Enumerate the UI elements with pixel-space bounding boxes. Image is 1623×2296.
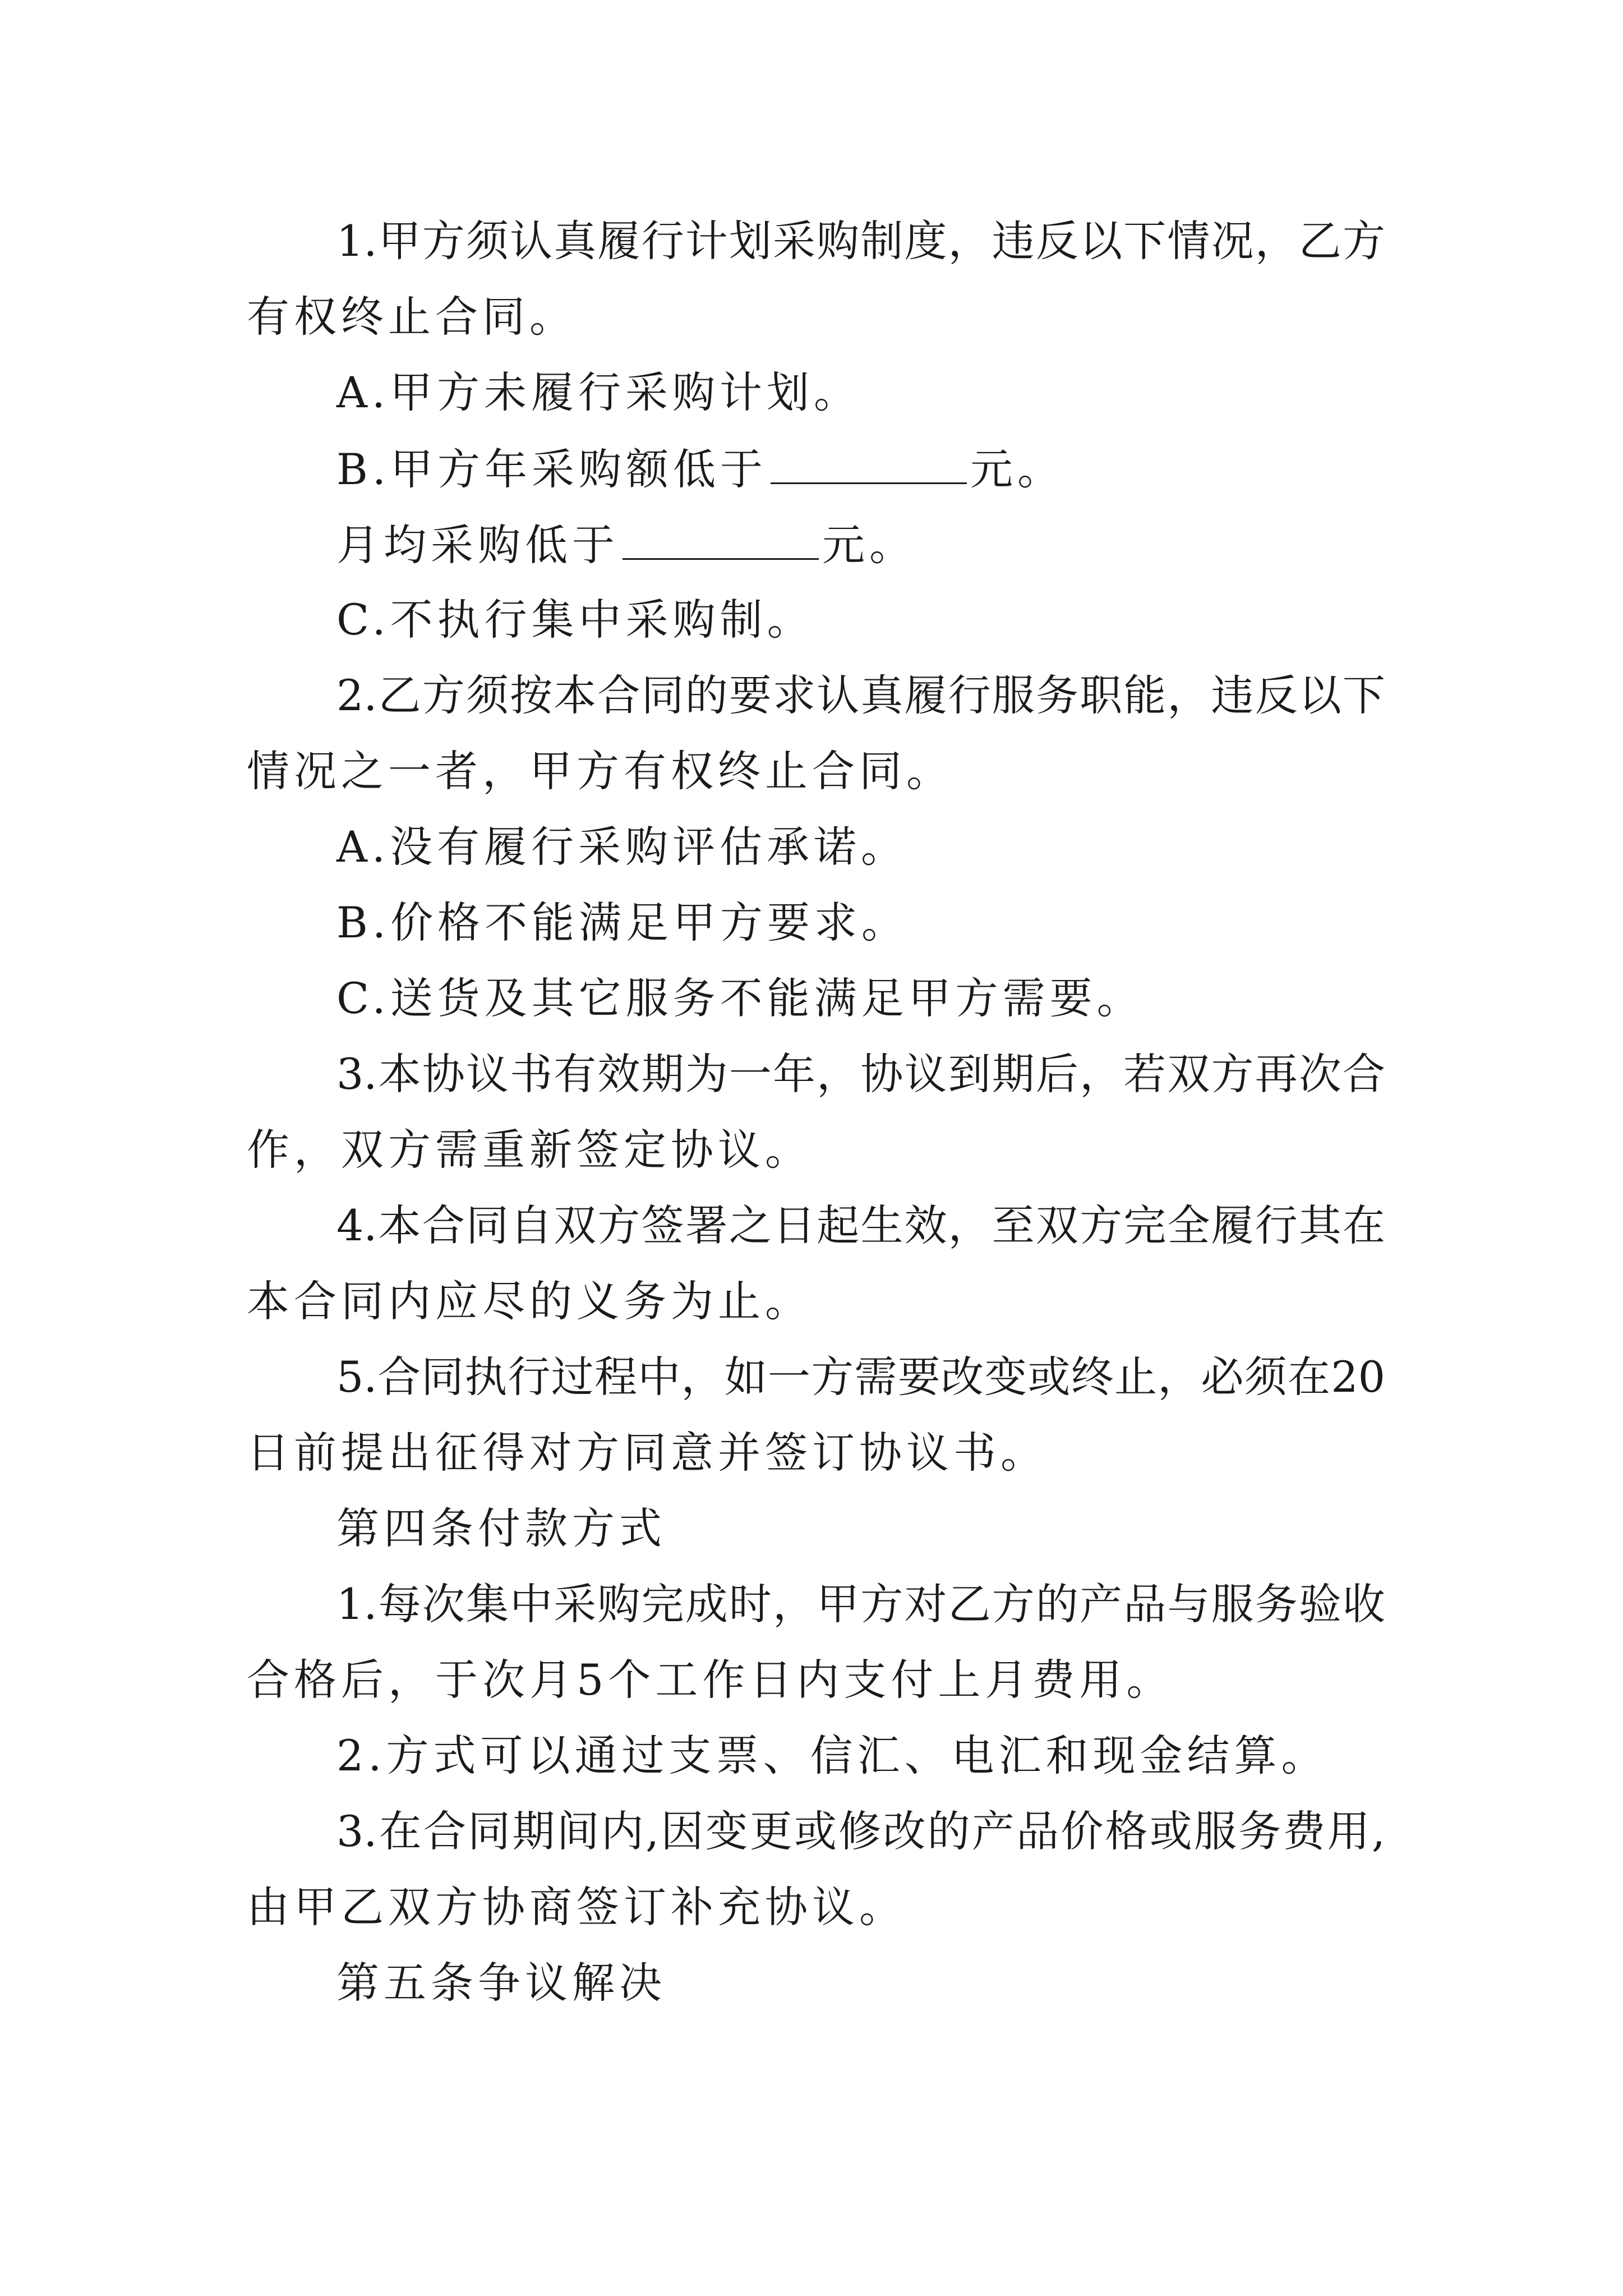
section-heading: 第四条付款方式 (336, 1503, 666, 1553)
fill-in-blank (623, 513, 819, 560)
paragraph-line: C.送货及其它服务不能满足甲方需要。 (336, 973, 1144, 1023)
paragraph-line: 有权终止合同。 (247, 292, 577, 342)
paragraph-line: A.没有履行采购评估承诺。 (336, 822, 909, 872)
paragraph-line: 本合同内应尽的义务为止。 (247, 1276, 812, 1326)
paragraph-text: B.甲方年采购额低于 (336, 444, 768, 494)
paragraph-line: 合格后，于次月5个工作日内支付上月费用。 (247, 1655, 1174, 1705)
paragraph-line: 1.甲方须认真履行计划采购制度，违反以下情况，乙方 (336, 216, 1385, 266)
paragraph-line: 2.乙方须按本合同的要求认真履行服务职能，违反以下 (336, 670, 1385, 720)
paragraph-line: 作，双方需重新签定协议。 (247, 1125, 812, 1175)
paragraph-line: 由甲乙双方协商签订补充协议。 (247, 1882, 906, 1932)
paragraph-text: 月均采购低于 (336, 520, 619, 570)
fill-in-blank (771, 438, 967, 484)
paragraph-line: 1.每次集中采购完成时，甲方对乙方的产品与服务验收 (336, 1579, 1385, 1629)
paragraph-line: A.甲方未履行采购计划。 (336, 367, 861, 417)
paragraph-line: 3.在合同期间内,因变更或修改的产品价格或服务费用, (336, 1806, 1385, 1856)
paragraph-line-with-blank (336, 438, 1064, 500)
paragraph-line: 2.方式可以通过支票、信汇、电汇和现金结算。 (336, 1731, 1329, 1780)
paragraph-line: 3.本协议书有效期为一年，协议到期后，若双方再次合 (336, 1049, 1385, 1099)
paragraph-line: 5.合同执行过程中，如一方需要改变或终止，必须在20 (336, 1352, 1385, 1402)
paragraph-text: 元。 (822, 520, 916, 570)
paragraph-line-with-blank (336, 513, 916, 576)
section-heading: 第五条争议解决 (336, 1958, 666, 2008)
paragraph-line: 情况之一者，甲方有权终止合同。 (247, 746, 953, 796)
paragraph-line: 4.本合同自双方签署之日起生效，至双方完全履行其在 (336, 1200, 1385, 1250)
paragraph-text: 元。 (970, 444, 1065, 494)
paragraph-line: B.价格不能满足甲方要求。 (336, 898, 909, 947)
paragraph-line: 日前提出征得对方同意并签订协议书。 (247, 1428, 1048, 1478)
paragraph-line: C.不执行集中采购制。 (336, 595, 814, 645)
